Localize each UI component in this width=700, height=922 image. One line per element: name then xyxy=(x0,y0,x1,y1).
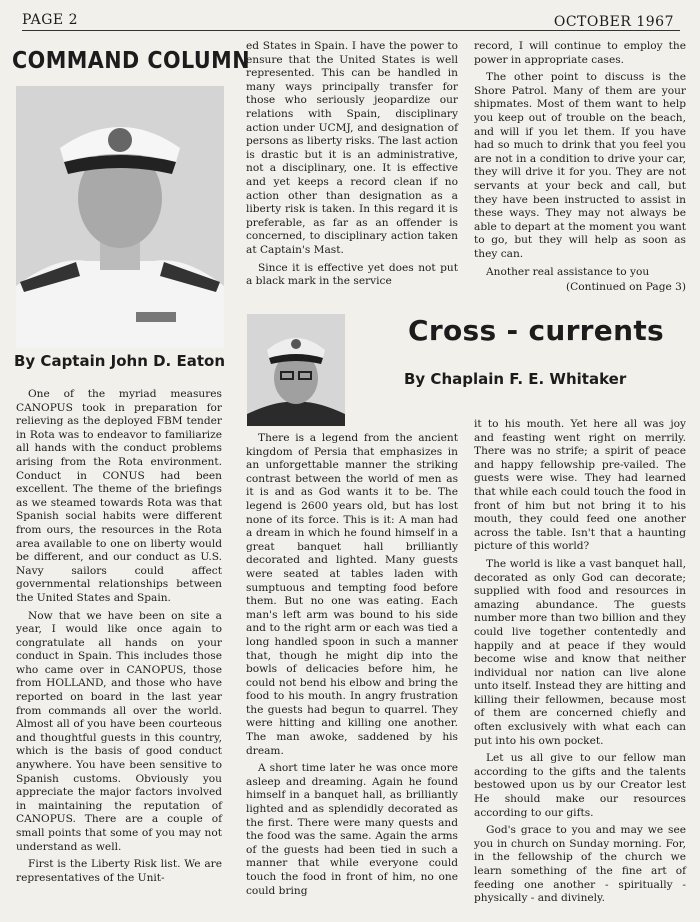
continued-notice: (Continued on Page 3) xyxy=(566,281,686,294)
paragraph: The other point to discuss is the Shore Patrol. Many of them are your shipmates. Most of them want to help you keep out of trouble on the beach, and will if you let them. If you have had so much to drink that you feel you are not in a condition to drive your car, they will drive it for you. They are not servants at your beck and call, but they have been instructed to assist in these ways. They may not always be able to depart at the moment you want to go, but they will help as soon as they can. xyxy=(474,71,686,260)
paragraph: God's grace to you and may we see you in church on Sunday morning. For, in the fellowship of the church we learn something of the fine art of feeding one another - spiritually - physically - and divinely. xyxy=(474,824,686,905)
paragraph: it to his mouth. Yet here all was joy and feasting went right on merrily. There was no strife; a spirit of peace and happy fellowship pre-vailed. The guests were wise. They had learned that while each could touch the food in front of him but not bring it to his mouth, they could feed one another across the table. Isn't that a haunting picture of this world? xyxy=(474,418,686,553)
paragraph: Now that we have been on site a year, I would like once again to congratulate all hands on your conduct in Spain. This includes those who came over in CANOPUS, those from HOLLAND, and those who have reported on board in the last year from commands all over the world. Almost all of you have been courteous and thoughtful guests in this country, which is the basis of good conduct anywhere. You have been sensitive to Spanish customs. Obviously you appreciate the major factors involved in maintaining the reputation of CANOPUS. There are a couple of small points that some of you may not understand as well. xyxy=(16,609,222,853)
paragraph: Since it is effective yet does not put a black mark in the service xyxy=(246,261,458,288)
issue-date: OCTOBER 1967 xyxy=(553,14,674,30)
paragraph: First is the Liberty Risk list. We are representatives of the Unit- xyxy=(16,858,222,884)
paragraph: The world is like a vast banquet hall, decorated as only God can decorate; supplied with food and resources in amazing abundance. The guests number more than two billion and they could live together contentedly and happily and at peace if they would become wise and know that neither individual nor nation can live alone unto itself. Instead they are hitting and killing their fellowmen, because most of them are concerned chiefly and often exclusively with what each can put into his own pocket. xyxy=(474,557,686,747)
cross-currents-text-col2 xyxy=(474,418,686,910)
command-column-title: COMMAND COLUMN xyxy=(12,48,250,74)
page-number: PAGE 2 xyxy=(22,12,79,28)
whitaker-byline: By Chaplain F. E. Whitaker xyxy=(404,370,627,388)
paragraph: ed States in Spain. I have the power to ensure that the United States is well represented. This can be handled in many ways principally transfer for those who seriously jeopardize our relations with Spain, disciplinary action under UCMJ, and designation of persons as liberty risks. The last action is drastic but it is an administrative, not a disciplinary, one. It is effective and yet keeps a record clean if no action other than designation as a liberty risk is taken. In this regard it is preferable, as far as an offender is concerned, to disciplinary action taken at Captain's Mast. xyxy=(246,40,458,256)
chaplain-whitaker-photo xyxy=(247,314,345,426)
paragraph: record, I will continue to employ the power in appropriate cases. xyxy=(474,40,686,66)
paragraph: Let us all give to our fellow man according to the gifts and the talents bestowed upon us by our Creator lest He should make our resources according to our gifts. xyxy=(474,752,686,819)
cross-currents-title: Cross - currents xyxy=(408,314,664,347)
command-column-text-col1 xyxy=(16,388,222,889)
paragraph: There is a legend from the ancient kingdom of Persia that emphasizes in an unforgettable manner the striking contrast between the world of men as it is and as God wants it to be. The legend is 2600 years old, but has lost none of its force. This is it: A man had a dream in which he found himself in a great banquet hall brilliantly decorated and lighted. Many guests were seated at tables laden with sumptuous and tempting food before them. But no one was eating. Each man's left arm was bound to his side and to the right arm or each was tied a long handled spoon in such a manner that, though he might dip into the bowls of delicacies before him, he could not bend his elbow and bring the food to his mouth. In angry frustration the guests had begun to quarrel. They were hitting and killing one another. The man awoke, saddened by his dream. xyxy=(246,432,458,757)
paragraph: A short time later he was once more asleep and dreaming. Again he found himself in a banquet hall, as brilliantly lighted and as splendidly decorated as the first. There were many quests and the food was the same. Again the arms of the guests had been tied in such a manner that while everyone could touch the food in front of him, no one could bring xyxy=(246,762,458,897)
page-header xyxy=(22,10,680,31)
paragraph: Another real assistance to you xyxy=(486,265,650,278)
captain-eaton-photo xyxy=(16,86,224,348)
cross-currents-text-col1 xyxy=(246,432,458,902)
command-column-text-col2 xyxy=(246,40,458,293)
eaton-byline: By Captain John D. Eaton xyxy=(14,352,225,370)
paragraph: One of the myriad measures CANOPUS took in preparation for relieving as the deployed FBM tender in Rota was to endeavor to familiarize all hands with the conduct problems arising from the Rota environment. Conduct in CONUS had been excellent. The theme of the briefings as we steamed towards Rota was that Spanish social habits were different from ours, the resources in the Rota area available to one on liberty would be different, and our conduct as U.S. Navy sailors could affect governmental relationships between the United States and Spain. xyxy=(16,388,222,604)
command-column-text-col3 xyxy=(474,40,686,295)
